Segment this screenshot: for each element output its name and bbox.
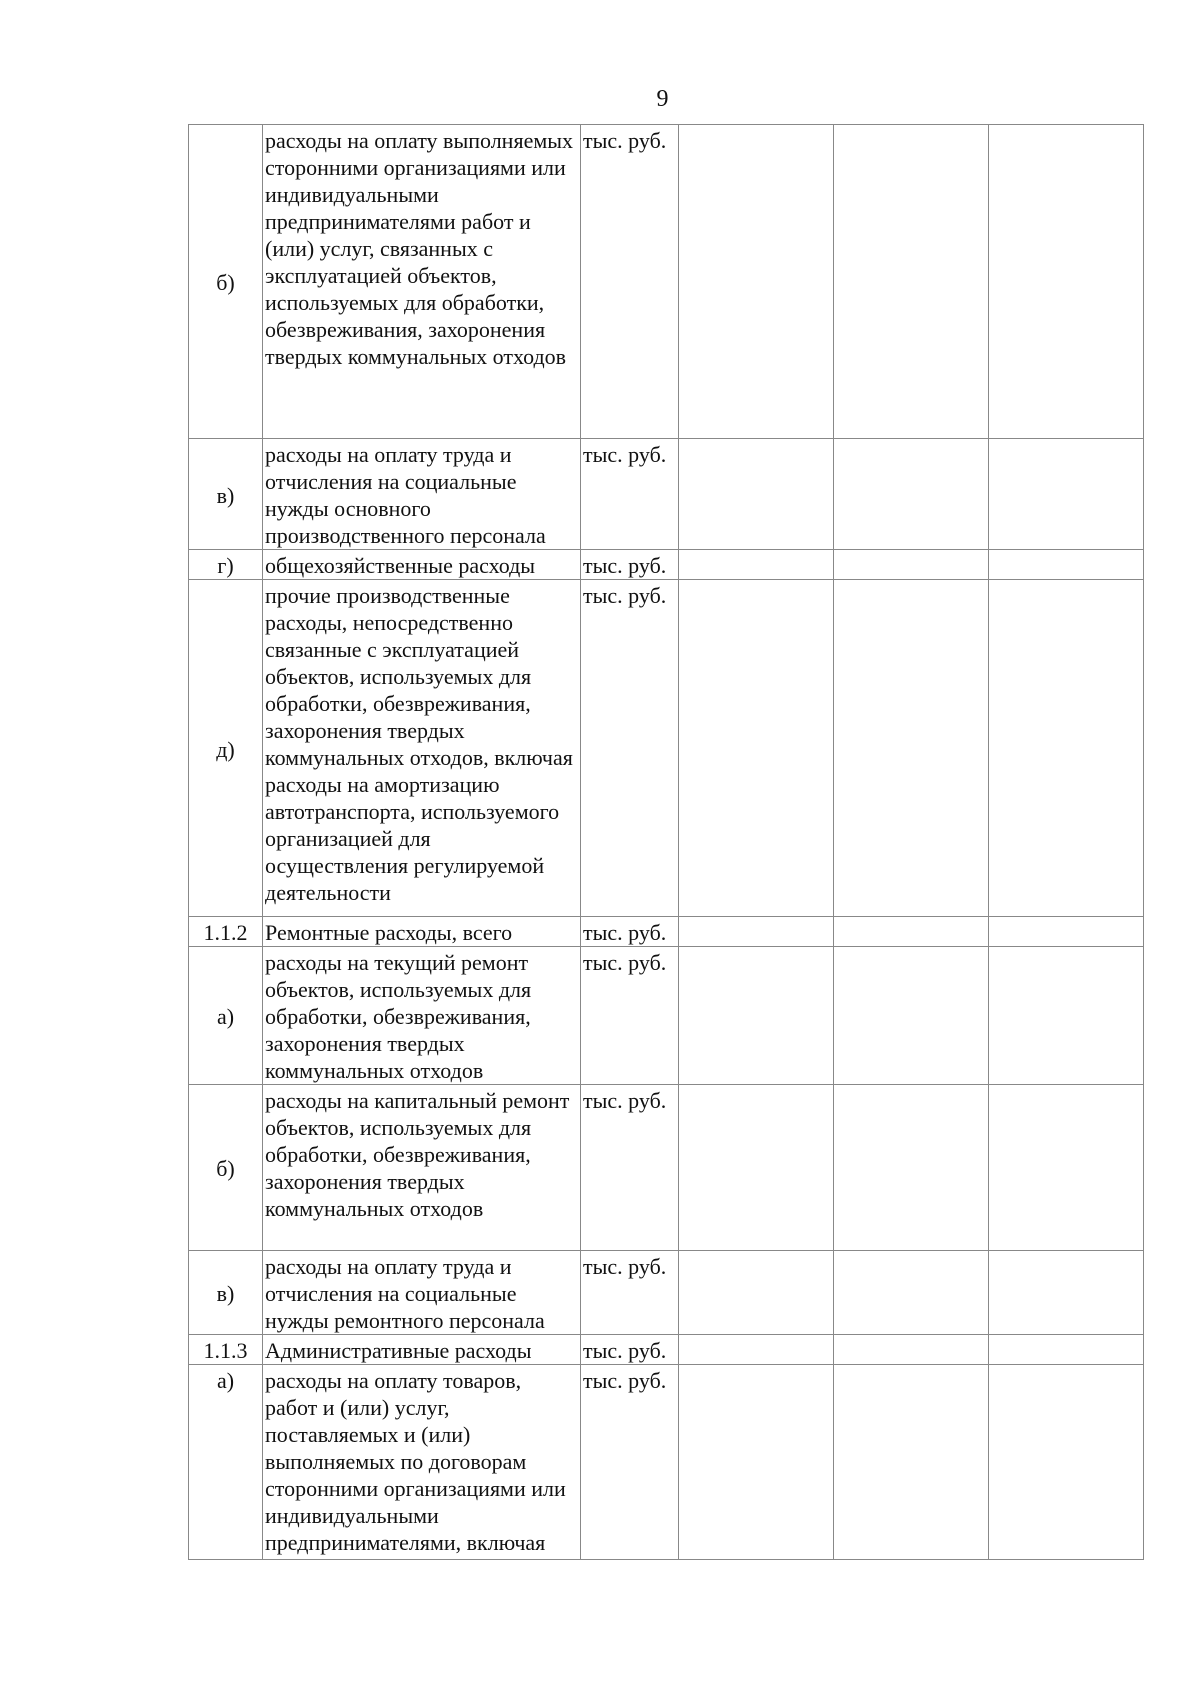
value-cell <box>679 580 834 917</box>
value-cell <box>989 1335 1144 1365</box>
row-description: прочие производственные расходы, непосредственно связанные с эксплуатацией объектов, используемых для обработки, обезвреживания, захоронения твердых коммунальных отходов, включая расходы на амортизацию автотранспорта, используемого организацией для осуществления регулируемой деятельности <box>263 580 581 917</box>
row-number: д) <box>189 580 263 917</box>
value-cell <box>989 917 1144 947</box>
value-cell <box>834 125 989 439</box>
value-cell <box>679 550 834 580</box>
row-description: расходы на оплату выполняемых сторонними организациями или индивидуальными предпринимателями работ и (или) услуг, связанных с эксплуатацией объектов, используемых для обработки, обезвреживания, захоронения твердых коммунальных отходов <box>263 125 581 439</box>
table-row <box>189 1251 1144 1335</box>
row-number: а) <box>189 1365 263 1560</box>
value-cell <box>834 1335 989 1365</box>
row-unit: тыс. руб. <box>581 947 679 1085</box>
row-number: в) <box>189 1251 263 1335</box>
value-cell <box>989 1251 1144 1335</box>
value-cell <box>989 580 1144 917</box>
value-cell <box>679 439 834 550</box>
row-number: г) <box>189 550 263 580</box>
value-cell <box>679 1085 834 1251</box>
value-cell <box>989 550 1144 580</box>
table-row <box>189 125 1144 439</box>
value-cell <box>834 947 989 1085</box>
row-description: Ремонтные расходы, всего <box>263 917 581 947</box>
page-number: 9 <box>656 86 669 112</box>
value-cell <box>679 125 834 439</box>
row-description: Административные расходы <box>263 1335 581 1365</box>
row-number: б) <box>189 125 263 439</box>
row-unit: тыс. руб. <box>581 580 679 917</box>
table-row <box>189 550 1144 580</box>
table-row <box>189 1335 1144 1365</box>
table-row <box>189 439 1144 550</box>
value-cell <box>989 125 1144 439</box>
value-cell <box>679 1251 834 1335</box>
value-cell <box>834 1251 989 1335</box>
row-unit: тыс. руб. <box>581 1085 679 1251</box>
table-row <box>189 1365 1144 1560</box>
value-cell <box>679 917 834 947</box>
value-cell <box>989 1085 1144 1251</box>
row-unit: тыс. руб. <box>581 917 679 947</box>
row-description: расходы на капитальный ремонт объектов, используемых для обработки, обезвреживания, захоронения твердых коммунальных отходов <box>263 1085 581 1251</box>
row-description: расходы на текущий ремонт объектов, используемых для обработки, обезвреживания, захоронения твердых коммунальных отходов <box>263 947 581 1085</box>
table-row <box>189 580 1144 917</box>
value-cell <box>834 550 989 580</box>
expenses-table <box>188 124 1144 1560</box>
row-unit: тыс. руб. <box>581 439 679 550</box>
table-row <box>189 917 1144 947</box>
row-description: расходы на оплату труда и отчисления на социальные нужды основного производственного персонала <box>263 439 581 550</box>
value-cell <box>834 1365 989 1560</box>
row-description: общехозяйственные расходы <box>263 550 581 580</box>
value-cell <box>989 439 1144 550</box>
row-unit: тыс. руб. <box>581 125 679 439</box>
table-row <box>189 947 1144 1085</box>
value-cell <box>834 917 989 947</box>
row-unit: тыс. руб. <box>581 1365 679 1560</box>
value-cell <box>834 439 989 550</box>
row-unit: тыс. руб. <box>581 550 679 580</box>
table-row <box>189 1085 1144 1251</box>
value-cell <box>834 1085 989 1251</box>
row-unit: тыс. руб. <box>581 1335 679 1365</box>
row-description: расходы на оплату товаров, работ и (или) услуг, поставляемых и (или) выполняемых по договорам сторонними организациями или индивидуальными предпринимателями, включая <box>263 1365 581 1560</box>
row-number: 1.1.3 <box>189 1335 263 1365</box>
value-cell <box>679 1365 834 1560</box>
row-number: а) <box>189 947 263 1085</box>
row-number: б) <box>189 1085 263 1251</box>
row-description: расходы на оплату труда и отчисления на социальные нужды ремонтного персонала <box>263 1251 581 1335</box>
value-cell <box>989 947 1144 1085</box>
value-cell <box>679 947 834 1085</box>
row-number: 1.1.2 <box>189 917 263 947</box>
value-cell <box>679 1335 834 1365</box>
value-cell <box>989 1365 1144 1560</box>
value-cell <box>834 580 989 917</box>
row-unit: тыс. руб. <box>581 1251 679 1335</box>
row-number: в) <box>189 439 263 550</box>
